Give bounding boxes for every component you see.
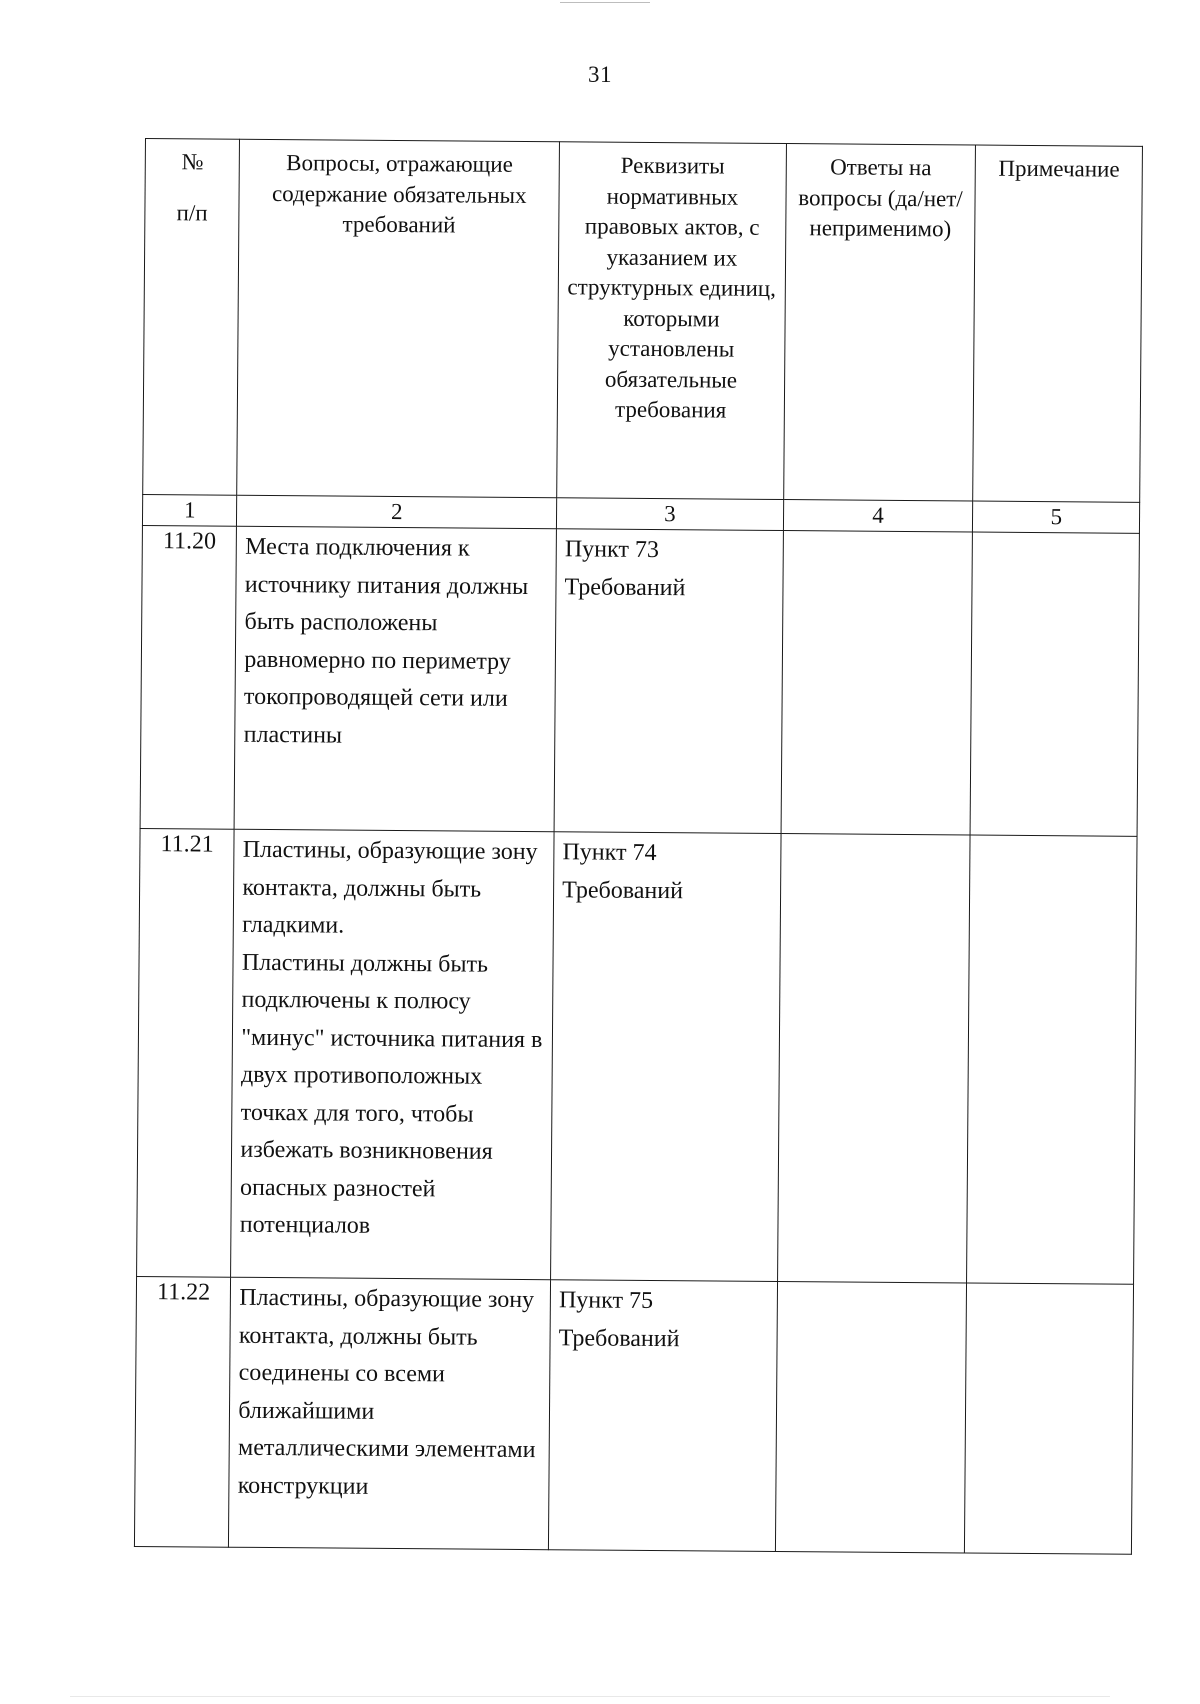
scan-artifact-top bbox=[560, 2, 650, 3]
table-row bbox=[137, 828, 1137, 1284]
header-number bbox=[143, 139, 240, 496]
table-row bbox=[140, 525, 1139, 836]
legal-requisites: Пункт 74 Требований bbox=[551, 832, 781, 1282]
answer-cell bbox=[781, 531, 973, 835]
note-cell bbox=[965, 1283, 1134, 1554]
table-row bbox=[134, 1276, 1133, 1554]
requirement-question: Пластины, образующие зону контакта, должны быть соединены со всеми ближайшими металлическими элементами конструкции bbox=[229, 1277, 551, 1550]
column-number: 1 bbox=[142, 494, 237, 526]
row-number: 11.20 bbox=[140, 525, 237, 829]
header-answers: Ответы на вопросы (да/нет/ неприменимо) bbox=[783, 144, 976, 501]
answer-cell bbox=[775, 1282, 967, 1553]
note-cell bbox=[970, 532, 1139, 836]
header-notes: Примечание bbox=[973, 145, 1142, 502]
column-number: 3 bbox=[557, 498, 784, 531]
legal-requisites: Пункт 73 Требований bbox=[554, 529, 783, 834]
header-number-abbr: п/п bbox=[176, 199, 208, 225]
row-number: 11.22 bbox=[134, 1276, 230, 1547]
row-number: 11.21 bbox=[137, 828, 235, 1277]
header-questions: Вопросы, отражающие содержание обязательных требований bbox=[237, 139, 560, 498]
page-number: 31 bbox=[588, 62, 612, 87]
header-requisites: Реквизиты нормативных правовых актов, с указанием их структурных единиц, которыми установлены обязательные требования bbox=[557, 142, 786, 500]
column-number: 2 bbox=[237, 495, 557, 529]
note-cell bbox=[967, 835, 1137, 1284]
requirement-question: Места подключения к источнику питания должны быть расположены равномерно по периметру токопроводящей сети или пластины bbox=[234, 526, 556, 832]
column-number: 4 bbox=[783, 500, 973, 532]
requirements-checklist-table bbox=[134, 138, 1143, 1555]
requirement-question: Пластины, образующие зону контакта, должны быть гладкими. Пластины должны быть подключены к полюсу "минус" источника питания в двух противоположных точках для того, чтобы избежать возникновения опасных разностей потенциалов bbox=[231, 829, 554, 1279]
header-number-symbol: № bbox=[181, 149, 204, 175]
header-row bbox=[143, 139, 1143, 503]
answer-cell bbox=[777, 834, 970, 1283]
scan-artifact-bottom bbox=[70, 1696, 1110, 1697]
column-number: 5 bbox=[973, 501, 1140, 533]
legal-requisites: Пункт 75 Требований bbox=[549, 1280, 778, 1552]
